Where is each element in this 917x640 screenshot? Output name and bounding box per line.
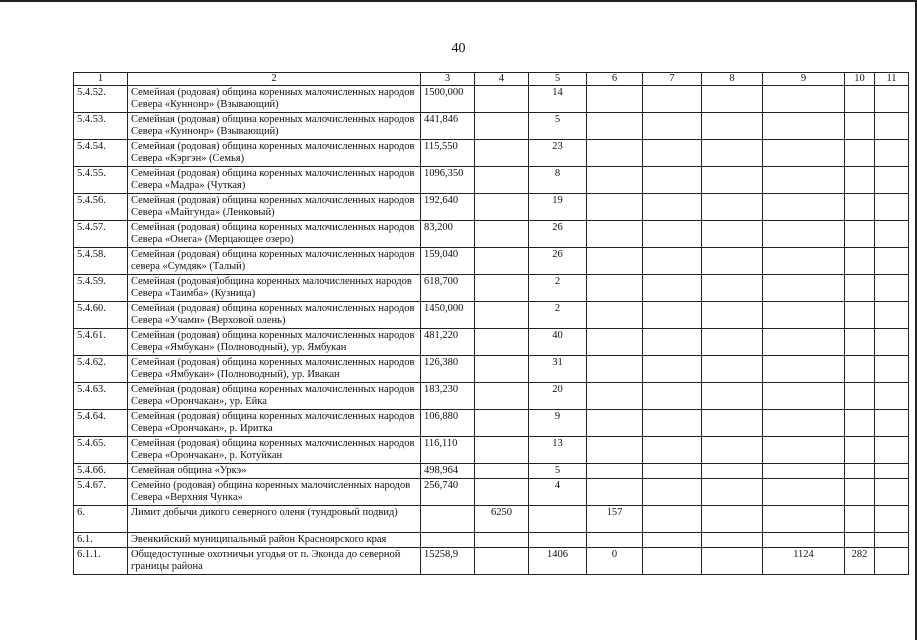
row-description: Семейная (родовая) община коренных малочисленных народов Севера «Орончакан», р. Иритка — [128, 410, 421, 437]
row-description: Лимит добычи дикого северного оленя (тундровый подвид) — [128, 506, 421, 533]
cell-col-7 — [643, 329, 702, 356]
cell-col-6 — [587, 194, 643, 221]
cell-col-7 — [643, 140, 702, 167]
cell-col-9 — [763, 356, 845, 383]
cell-col-9: 1124 — [763, 548, 845, 575]
cell-col-7 — [643, 464, 702, 479]
cell-col-10 — [845, 410, 875, 437]
cell-col-11 — [875, 221, 909, 248]
table-row — [74, 248, 909, 275]
column-header: 5 — [529, 73, 587, 86]
cell-col-11 — [875, 248, 909, 275]
cell-col-10 — [845, 302, 875, 329]
cell-col-6 — [587, 86, 643, 113]
cell-col-8 — [702, 113, 763, 140]
table-row — [74, 113, 909, 140]
column-header: 6 — [587, 73, 643, 86]
row-description: Семейная община «Уркэ» — [128, 464, 421, 479]
cell-col-3: 1096,350 — [421, 167, 475, 194]
cell-col-7 — [643, 221, 702, 248]
cell-col-4 — [475, 410, 529, 437]
cell-col-8 — [702, 533, 763, 548]
cell-col-3: 159,040 — [421, 248, 475, 275]
cell-col-3: 441,846 — [421, 113, 475, 140]
cell-col-11 — [875, 302, 909, 329]
cell-col-4 — [475, 167, 529, 194]
cell-col-6 — [587, 221, 643, 248]
cell-col-7 — [643, 248, 702, 275]
cell-col-11 — [875, 383, 909, 410]
cell-col-10 — [845, 464, 875, 479]
column-header: 7 — [643, 73, 702, 86]
table-row — [74, 437, 909, 464]
cell-col-11 — [875, 329, 909, 356]
row-number: 5.4.58. — [74, 248, 128, 275]
cell-col-6: 0 — [587, 548, 643, 575]
cell-col-10: 282 — [845, 548, 875, 575]
cell-col-4 — [475, 356, 529, 383]
cell-col-8 — [702, 479, 763, 506]
row-number: 5.4.55. — [74, 167, 128, 194]
cell-col-3: 1500,000 — [421, 86, 475, 113]
row-description: Эвенкийский муниципальный район Красноярского края — [128, 533, 421, 548]
cell-col-7 — [643, 479, 702, 506]
cell-col-8 — [702, 167, 763, 194]
cell-col-3: 256,740 — [421, 479, 475, 506]
row-description: Семейная (родовая) община коренных малочисленных народов Севера «Куннонр» (Взывающий) — [128, 113, 421, 140]
cell-col-9 — [763, 140, 845, 167]
cell-col-4 — [475, 194, 529, 221]
cell-col-5: 2 — [529, 302, 587, 329]
cell-col-8 — [702, 194, 763, 221]
cell-col-6 — [587, 248, 643, 275]
cell-col-5: 40 — [529, 329, 587, 356]
cell-col-3: 183,230 — [421, 383, 475, 410]
cell-col-9 — [763, 194, 845, 221]
row-description: Семейная (родовая) община коренных малочисленных народов Севера «Майгунда» (Ленковый) — [128, 194, 421, 221]
row-description: Семейная (родовая) община коренных малочисленных народов Севера «Онега» (Мерцающее озеро) — [128, 221, 421, 248]
cell-col-11 — [875, 410, 909, 437]
cell-col-8 — [702, 506, 763, 533]
table-row — [74, 275, 909, 302]
cell-col-11 — [875, 194, 909, 221]
cell-col-9 — [763, 221, 845, 248]
row-number: 6.1. — [74, 533, 128, 548]
cell-col-5: 26 — [529, 248, 587, 275]
cell-col-5: 23 — [529, 140, 587, 167]
cell-col-9 — [763, 275, 845, 302]
row-description: Семейная (родовая) община коренных малочисленных народов Севера «Орончакан», р. Котуйкан — [128, 437, 421, 464]
cell-col-11 — [875, 356, 909, 383]
row-description: Семейная (родовая) община коренных малочисленных народов Севера «Учами» (Верховой олень) — [128, 302, 421, 329]
cell-col-4 — [475, 140, 529, 167]
cell-col-6 — [587, 329, 643, 356]
row-number: 5.4.59. — [74, 275, 128, 302]
cell-col-11 — [875, 548, 909, 575]
cell-col-8 — [702, 86, 763, 113]
cell-col-7 — [643, 437, 702, 464]
cell-col-4 — [475, 383, 529, 410]
cell-col-9 — [763, 329, 845, 356]
row-number: 5.4.64. — [74, 410, 128, 437]
cell-col-5: 19 — [529, 194, 587, 221]
cell-col-8 — [702, 140, 763, 167]
table-row — [74, 533, 909, 548]
column-header: 4 — [475, 73, 529, 86]
cell-col-7 — [643, 302, 702, 329]
cell-col-6: 157 — [587, 506, 643, 533]
row-number: 5.4.53. — [74, 113, 128, 140]
cell-col-9 — [763, 86, 845, 113]
cell-col-7 — [643, 356, 702, 383]
cell-col-3: 498,964 — [421, 464, 475, 479]
cell-col-4 — [475, 221, 529, 248]
cell-col-4 — [475, 329, 529, 356]
cell-col-5: 14 — [529, 86, 587, 113]
cell-col-9 — [763, 464, 845, 479]
cell-col-5: 5 — [529, 464, 587, 479]
cell-col-4 — [475, 113, 529, 140]
cell-col-11 — [875, 275, 909, 302]
cell-col-11 — [875, 86, 909, 113]
cell-col-11 — [875, 533, 909, 548]
row-number: 5.4.52. — [74, 86, 128, 113]
column-header: 3 — [421, 73, 475, 86]
cell-col-7 — [643, 506, 702, 533]
row-description: Семейная (родовая) община коренных малочисленных народов Севера «Куннонр» (Взывающий) — [128, 86, 421, 113]
cell-col-6 — [587, 479, 643, 506]
cell-col-7 — [643, 275, 702, 302]
table-row — [74, 506, 909, 533]
cell-col-8 — [702, 329, 763, 356]
cell-col-8 — [702, 383, 763, 410]
cell-col-11 — [875, 479, 909, 506]
cell-col-10 — [845, 113, 875, 140]
cell-col-11 — [875, 167, 909, 194]
table-row — [74, 302, 909, 329]
cell-col-4 — [475, 437, 529, 464]
cell-col-5 — [529, 533, 587, 548]
cell-col-3: 192,640 — [421, 194, 475, 221]
cell-col-9 — [763, 533, 845, 548]
row-number: 5.4.67. — [74, 479, 128, 506]
cell-col-9 — [763, 113, 845, 140]
row-description: Семейная (родовая) община коренных малочисленных народов севера «Сумдяк» (Талый) — [128, 248, 421, 275]
row-description: Семейная (родовая)община коренных малочисленных народов Севера «Таимба» (Кузница) — [128, 275, 421, 302]
cell-col-9 — [763, 248, 845, 275]
table-row — [74, 221, 909, 248]
cell-col-3: 106,880 — [421, 410, 475, 437]
cell-col-10 — [845, 437, 875, 464]
row-description: Семейная (родовая) община коренных малочисленных народов Севера «Ямбукан» (Полноводный), ур. Ивакан — [128, 356, 421, 383]
cell-col-3: 126,380 — [421, 356, 475, 383]
row-number: 5.4.65. — [74, 437, 128, 464]
row-number: 5.4.62. — [74, 356, 128, 383]
data-table — [73, 72, 909, 575]
cell-col-4 — [475, 479, 529, 506]
cell-col-10 — [845, 194, 875, 221]
cell-col-4 — [475, 533, 529, 548]
cell-col-5: 13 — [529, 437, 587, 464]
row-description: Семейно (родовая) община коренных малочисленных народов Севера «Верхняя Чунка» — [128, 479, 421, 506]
cell-col-10 — [845, 275, 875, 302]
cell-col-4 — [475, 248, 529, 275]
cell-col-6 — [587, 167, 643, 194]
table-header-row — [74, 73, 909, 86]
row-number: 5.4.60. — [74, 302, 128, 329]
cell-col-8 — [702, 437, 763, 464]
cell-col-4 — [475, 275, 529, 302]
cell-col-10 — [845, 86, 875, 113]
row-number: 5.4.57. — [74, 221, 128, 248]
cell-col-8 — [702, 221, 763, 248]
table-row — [74, 356, 909, 383]
cell-col-4 — [475, 302, 529, 329]
table-row — [74, 194, 909, 221]
cell-col-10 — [845, 356, 875, 383]
cell-col-6 — [587, 140, 643, 167]
cell-col-6 — [587, 356, 643, 383]
cell-col-6 — [587, 464, 643, 479]
row-description: Семейная (родовая) община коренных малочисленных народов Севера «Орончакан», ур. Ейка — [128, 383, 421, 410]
cell-col-7 — [643, 383, 702, 410]
cell-col-9 — [763, 410, 845, 437]
table-row — [74, 479, 909, 506]
table-row — [74, 383, 909, 410]
cell-col-5: 31 — [529, 356, 587, 383]
cell-col-5: 26 — [529, 221, 587, 248]
page-top-border — [0, 0, 917, 2]
cell-col-7 — [643, 113, 702, 140]
row-number: 5.4.61. — [74, 329, 128, 356]
cell-col-9 — [763, 437, 845, 464]
cell-col-8 — [702, 356, 763, 383]
cell-col-5: 9 — [529, 410, 587, 437]
cell-col-9 — [763, 302, 845, 329]
cell-col-8 — [702, 464, 763, 479]
column-header: 11 — [875, 73, 909, 86]
cell-col-6 — [587, 383, 643, 410]
cell-col-8 — [702, 275, 763, 302]
cell-col-3: 481,220 — [421, 329, 475, 356]
cell-col-3: 116,110 — [421, 437, 475, 464]
cell-col-11 — [875, 437, 909, 464]
row-number: 5.4.54. — [74, 140, 128, 167]
row-number: 5.4.56. — [74, 194, 128, 221]
row-description: Семейная (родовая) община коренных малочисленных народов Севера «Мадра» (Чуткая) — [128, 167, 421, 194]
cell-col-4 — [475, 548, 529, 575]
cell-col-10 — [845, 383, 875, 410]
cell-col-4 — [475, 86, 529, 113]
cell-col-6 — [587, 113, 643, 140]
cell-col-8 — [702, 302, 763, 329]
table-row — [74, 86, 909, 113]
column-header: 8 — [702, 73, 763, 86]
cell-col-6 — [587, 302, 643, 329]
cell-col-5: 2 — [529, 275, 587, 302]
cell-col-10 — [845, 479, 875, 506]
row-description: Общедоступные охотничьи угодья от п. Эконда до северной границы района — [128, 548, 421, 575]
row-description: Семейная (родовая) община коренных малочисленных народов Севера «Кэргэн» (Семья) — [128, 140, 421, 167]
column-header: 2 — [128, 73, 421, 86]
cell-col-10 — [845, 506, 875, 533]
cell-col-9 — [763, 506, 845, 533]
cell-col-10 — [845, 329, 875, 356]
table-row — [74, 329, 909, 356]
cell-col-6 — [587, 275, 643, 302]
table-body — [74, 86, 909, 575]
cell-col-8 — [702, 248, 763, 275]
cell-col-4 — [475, 464, 529, 479]
table-row — [74, 167, 909, 194]
cell-col-10 — [845, 140, 875, 167]
cell-col-3: 1450,000 — [421, 302, 475, 329]
row-number: 5.4.66. — [74, 464, 128, 479]
cell-col-5: 5 — [529, 113, 587, 140]
cell-col-3: 83,200 — [421, 221, 475, 248]
row-number: 6.1.1. — [74, 548, 128, 575]
cell-col-10 — [845, 167, 875, 194]
cell-col-3 — [421, 506, 475, 533]
cell-col-3: 15258,9 — [421, 548, 475, 575]
column-header: 9 — [763, 73, 845, 86]
cell-col-3: 618,700 — [421, 275, 475, 302]
cell-col-5 — [529, 506, 587, 533]
cell-col-7 — [643, 410, 702, 437]
row-description: Семейная (родовая) община коренных малочисленных народов Севера «Ямбукан» (Полноводный), ур. Ямбукан — [128, 329, 421, 356]
column-header: 10 — [845, 73, 875, 86]
cell-col-11 — [875, 464, 909, 479]
cell-col-3: 115,550 — [421, 140, 475, 167]
row-number: 5.4.63. — [74, 383, 128, 410]
cell-col-3 — [421, 533, 475, 548]
cell-col-10 — [845, 248, 875, 275]
cell-col-10 — [845, 533, 875, 548]
cell-col-9 — [763, 167, 845, 194]
cell-col-6 — [587, 437, 643, 464]
row-number: 6. — [74, 506, 128, 533]
cell-col-8 — [702, 548, 763, 575]
column-header: 1 — [74, 73, 128, 86]
cell-col-7 — [643, 548, 702, 575]
cell-col-8 — [702, 410, 763, 437]
table-row — [74, 140, 909, 167]
cell-col-7 — [643, 194, 702, 221]
cell-col-7 — [643, 167, 702, 194]
cell-col-5: 4 — [529, 479, 587, 506]
cell-col-10 — [845, 221, 875, 248]
cell-col-9 — [763, 383, 845, 410]
table-row — [74, 410, 909, 437]
table-row — [74, 464, 909, 479]
cell-col-9 — [763, 479, 845, 506]
cell-col-5: 1406 — [529, 548, 587, 575]
cell-col-11 — [875, 506, 909, 533]
cell-col-7 — [643, 86, 702, 113]
cell-col-4: 6250 — [475, 506, 529, 533]
cell-col-6 — [587, 410, 643, 437]
cell-col-5: 20 — [529, 383, 587, 410]
cell-col-6 — [587, 533, 643, 548]
cell-col-7 — [643, 533, 702, 548]
cell-col-11 — [875, 140, 909, 167]
cell-col-11 — [875, 113, 909, 140]
page-number: 40 — [451, 41, 466, 56]
table-row — [74, 548, 909, 575]
cell-col-5: 8 — [529, 167, 587, 194]
